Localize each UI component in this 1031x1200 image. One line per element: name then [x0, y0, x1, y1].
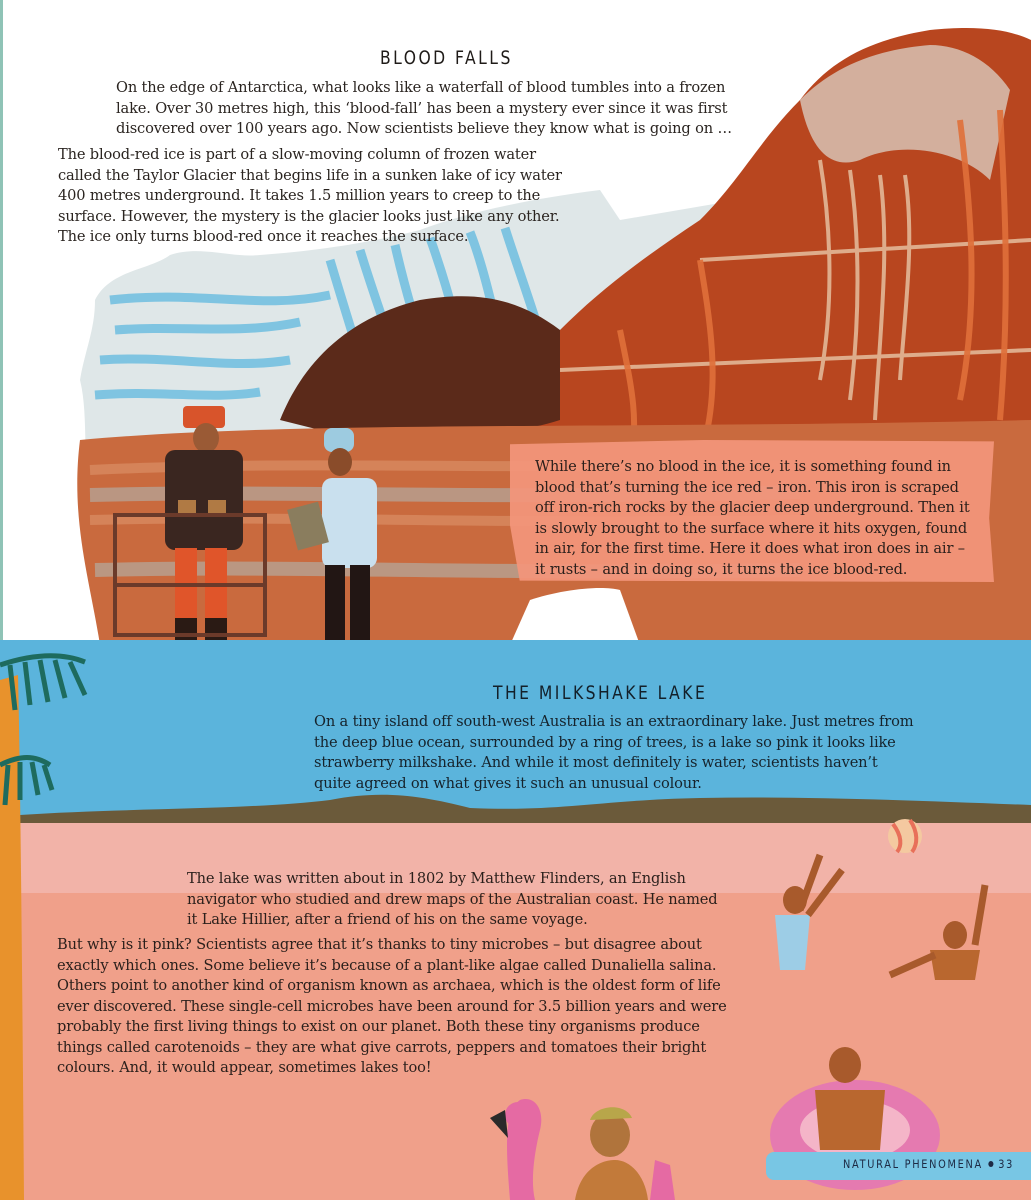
page-number: 33 [998, 1157, 1015, 1171]
bullet-dot-icon [988, 1161, 993, 1167]
blood-falls-title: BLOOD FALLS [380, 47, 513, 69]
blood-falls-detail: The blood-red ice is part of a slow-moving column of frozen water called the Taylor Glacier that begins life in a sunken lake of icy water 400 metres underground. It takes 1.5 million years to creep to the surface. However, the mystery is the glacier looks just like any other. The ice only turns blood-red once it reaches the surface. [58, 146, 562, 245]
page-footer [843, 1157, 1014, 1171]
blood-falls-callout: While there’s no blood in the ice, it is something found in blood that’s turning the ice red – iron. This iron is scraped off iron-rich rocks by the glacier deep underground. Then it is slowly brought to the surface where it hits oxygen, found in air, for the first time. Here it does what iron does in air – it rusts – and in doing so, it turns the ice blood-red. [535, 458, 970, 578]
milkshake-lake-science: But why is it pink? Scientists agree that it’s thanks to tiny microbes – but disagree about exactly which ones. Some believe it’s because of a plant-like algae called Dunaliella salina. Others point to another kind of organism known as archaea, which is the oldest form of life ever discovered. These single-cell microbes have been around for 3.5 billion years and were probably the first living things to exist on our planet. Both these tiny organisms produce things called carotenoids – they are what give carrots, peppers and tomatoes their bright colours. And, it would appear, sometimes lakes too! [57, 936, 727, 1076]
milkshake-lake-history: The lake was written about in 1802 by Matthew Flinders, an English navigator who studied and drew maps of the Australian coast. He named it Lake Hillier, after a friend of his on the same voyage. [187, 870, 718, 928]
milkshake-lake-intro: On a tiny island off south-west Australia is an extraordinary lake. Just metres from the deep blue ocean, surrounded by a ring of trees, is a lake so pink it looks like strawberry milkshake. And while it most definitely is water, scientists haven’t quite agreed on what gives it such an unusual colour. [314, 713, 914, 792]
milkshake-lake-title: THE MILKSHAKE LAKE [493, 682, 708, 704]
blood-falls-intro: On the edge of Antarctica, what looks like a waterfall of blood tumbles into a frozen lake. Over 30 metres high, this ‘blood-fall’ has been a mystery ever since it was first discovered over 100 years ago. Now scientists believe they know what is going on … [116, 79, 732, 137]
section-name: NATURAL PHENOMENA [843, 1157, 983, 1171]
